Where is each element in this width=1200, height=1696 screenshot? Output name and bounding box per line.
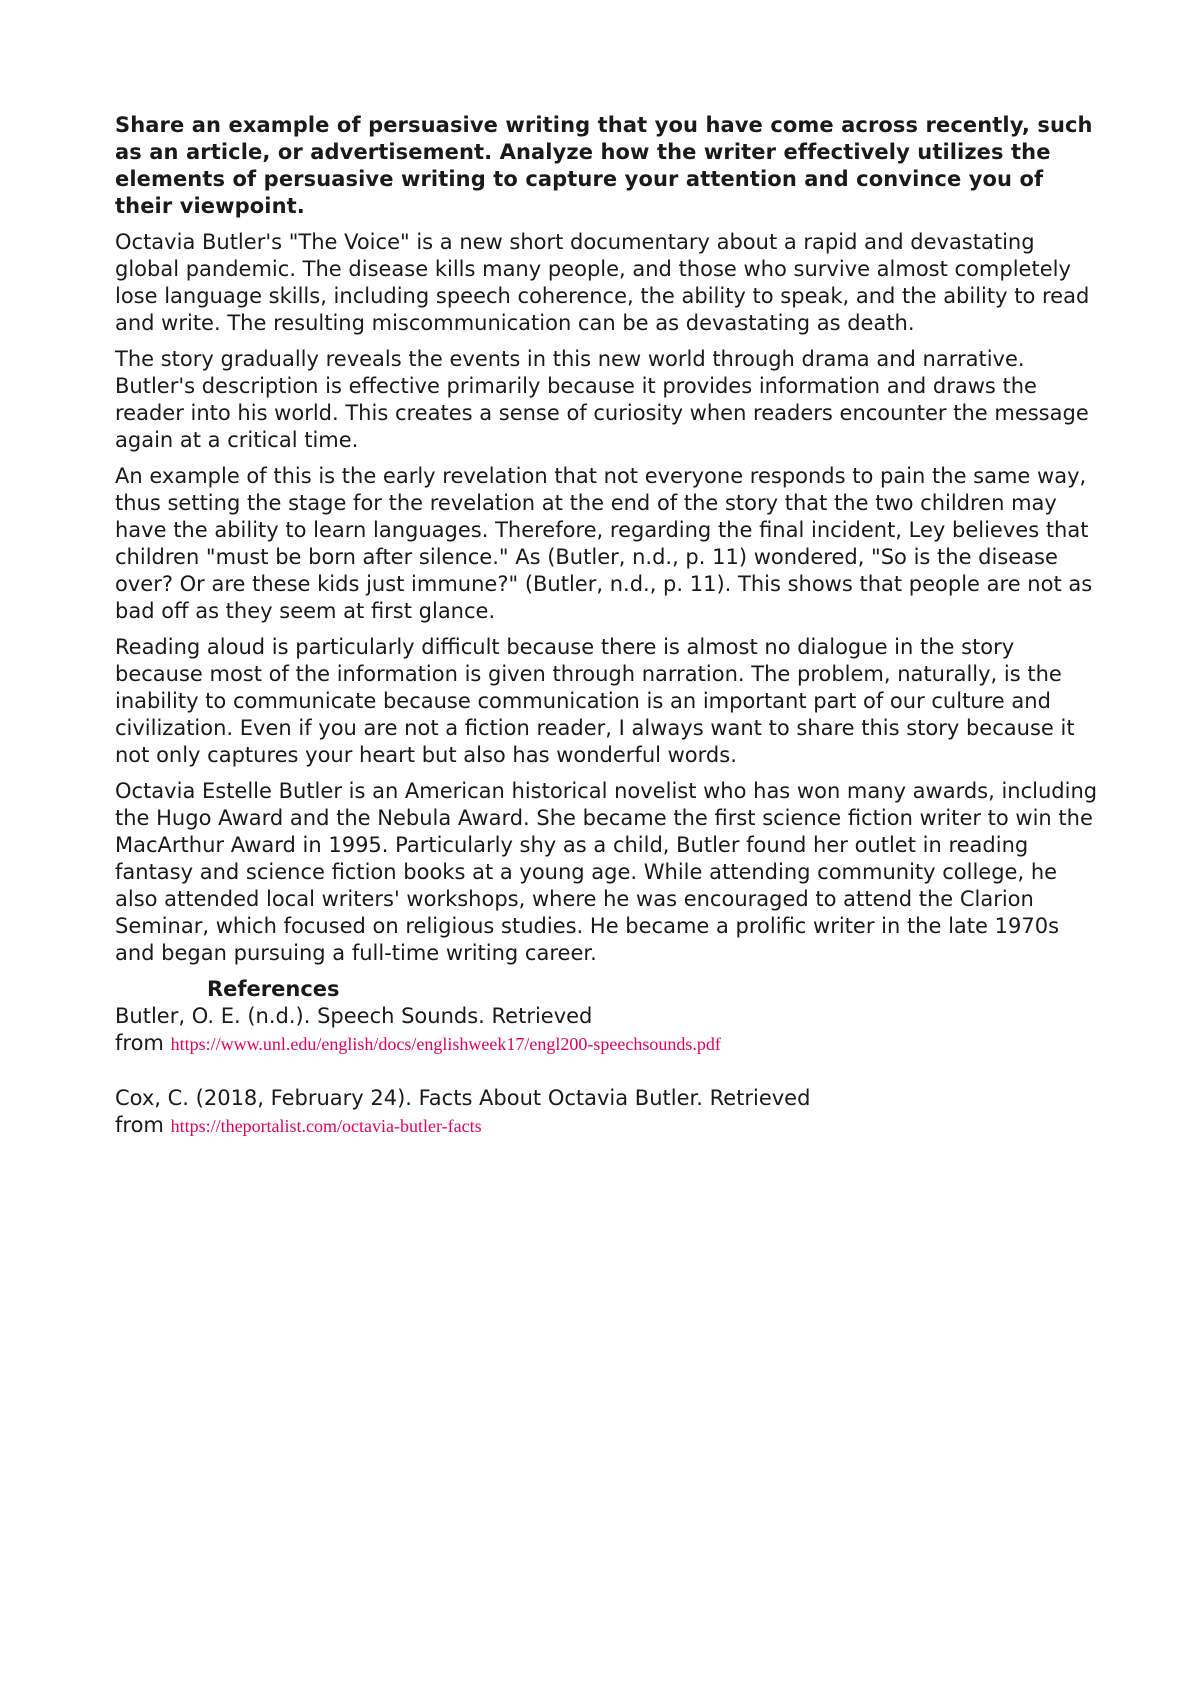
reference-link[interactable]: https://theportalist.com/octavia-butler-facts (170, 1116, 482, 1136)
body-paragraph-4: Reading aloud is particularly difficult because there is almost no dialogue in the story because most of the information is given through narration. The problem, naturally, is the inability to communicate because communication is an important part of our culture and civilization. Even if you are not a fiction reader, I always want to share this story because it not only captures your heart but also has wonderful words. (115, 635, 1075, 767)
reference-citation: Butler, O. E. (n.d.). Speech Sounds. Retrieved (115, 1004, 593, 1028)
reference-from-label: from (115, 1113, 164, 1137)
reference-from-label: from (115, 1031, 164, 1055)
body-paragraph-3: An example of this is the early revelation that not everyone responds to pain the same way, thus setting the stage for the revelation at the end of the story that the two children may have the ability to learn languages. Therefore, regarding the final incident, Ley believes that children "must be born after silence." As (Butler, n.d., p. 11) wondered, "So is the disease over? Or are these kids just immune?" (Butler, n.d., p. 11). This shows that people are not as bad off as they seem at first glance. (115, 464, 1093, 623)
references-heading: References (207, 977, 340, 1001)
reference-citation: Cox, C. (2018, February 24). Facts About Octavia Butler. Retrieved (115, 1086, 811, 1110)
reference-entry-1 (115, 1003, 1105, 1058)
body-paragraph-1: Octavia Butler's "The Voice" is a new short documentary about a rapid and devastating global pandemic. The disease kills many people, and those who survive almost completely lose language skills, including speech coherence, the ability to speak, and the ability to read and write. The resulting miscommunication can be as devastating as death. (115, 230, 1090, 335)
document-page (115, 112, 1105, 1140)
reference-link[interactable]: https://www.unl.edu/english/docs/englishweek17/engl200-speechsounds.pdf (170, 1034, 721, 1054)
body-paragraph-2: The story gradually reveals the events in this new world through drama and narrative. Butler's description is effective primarily because it provides information and draws the reader into his world. This creates a sense of curiosity when readers encounter the message again at a critical time. (115, 347, 1089, 452)
body-paragraph-5: Octavia Estelle Butler is an American historical novelist who has won many awards, including the Hugo Award and the Nebula Award. She became the first science fiction writer to win the MacArthur Award in 1995. Particularly shy as a child, Butler found her outlet in reading fantasy and science fiction books at a young age. While attending community college, he also attended local writers' workshops, where he was encouraged to attend the Clarion Seminar, which focused on religious studies. He became a prolific writer in the late 1970s and began pursuing a full-time writing career. (115, 779, 1098, 965)
reference-source-line (115, 1112, 1105, 1140)
prompt-question: Share an example of persuasive writing that you have come across recently, such as an article, or advertisement. Analyze how the writer effectively utilizes the elements of persuasive writing to capture your attention and convince you of their viewpoint. (115, 113, 1093, 218)
reference-source-line (115, 1030, 1105, 1058)
reference-entry-2 (115, 1085, 1105, 1140)
